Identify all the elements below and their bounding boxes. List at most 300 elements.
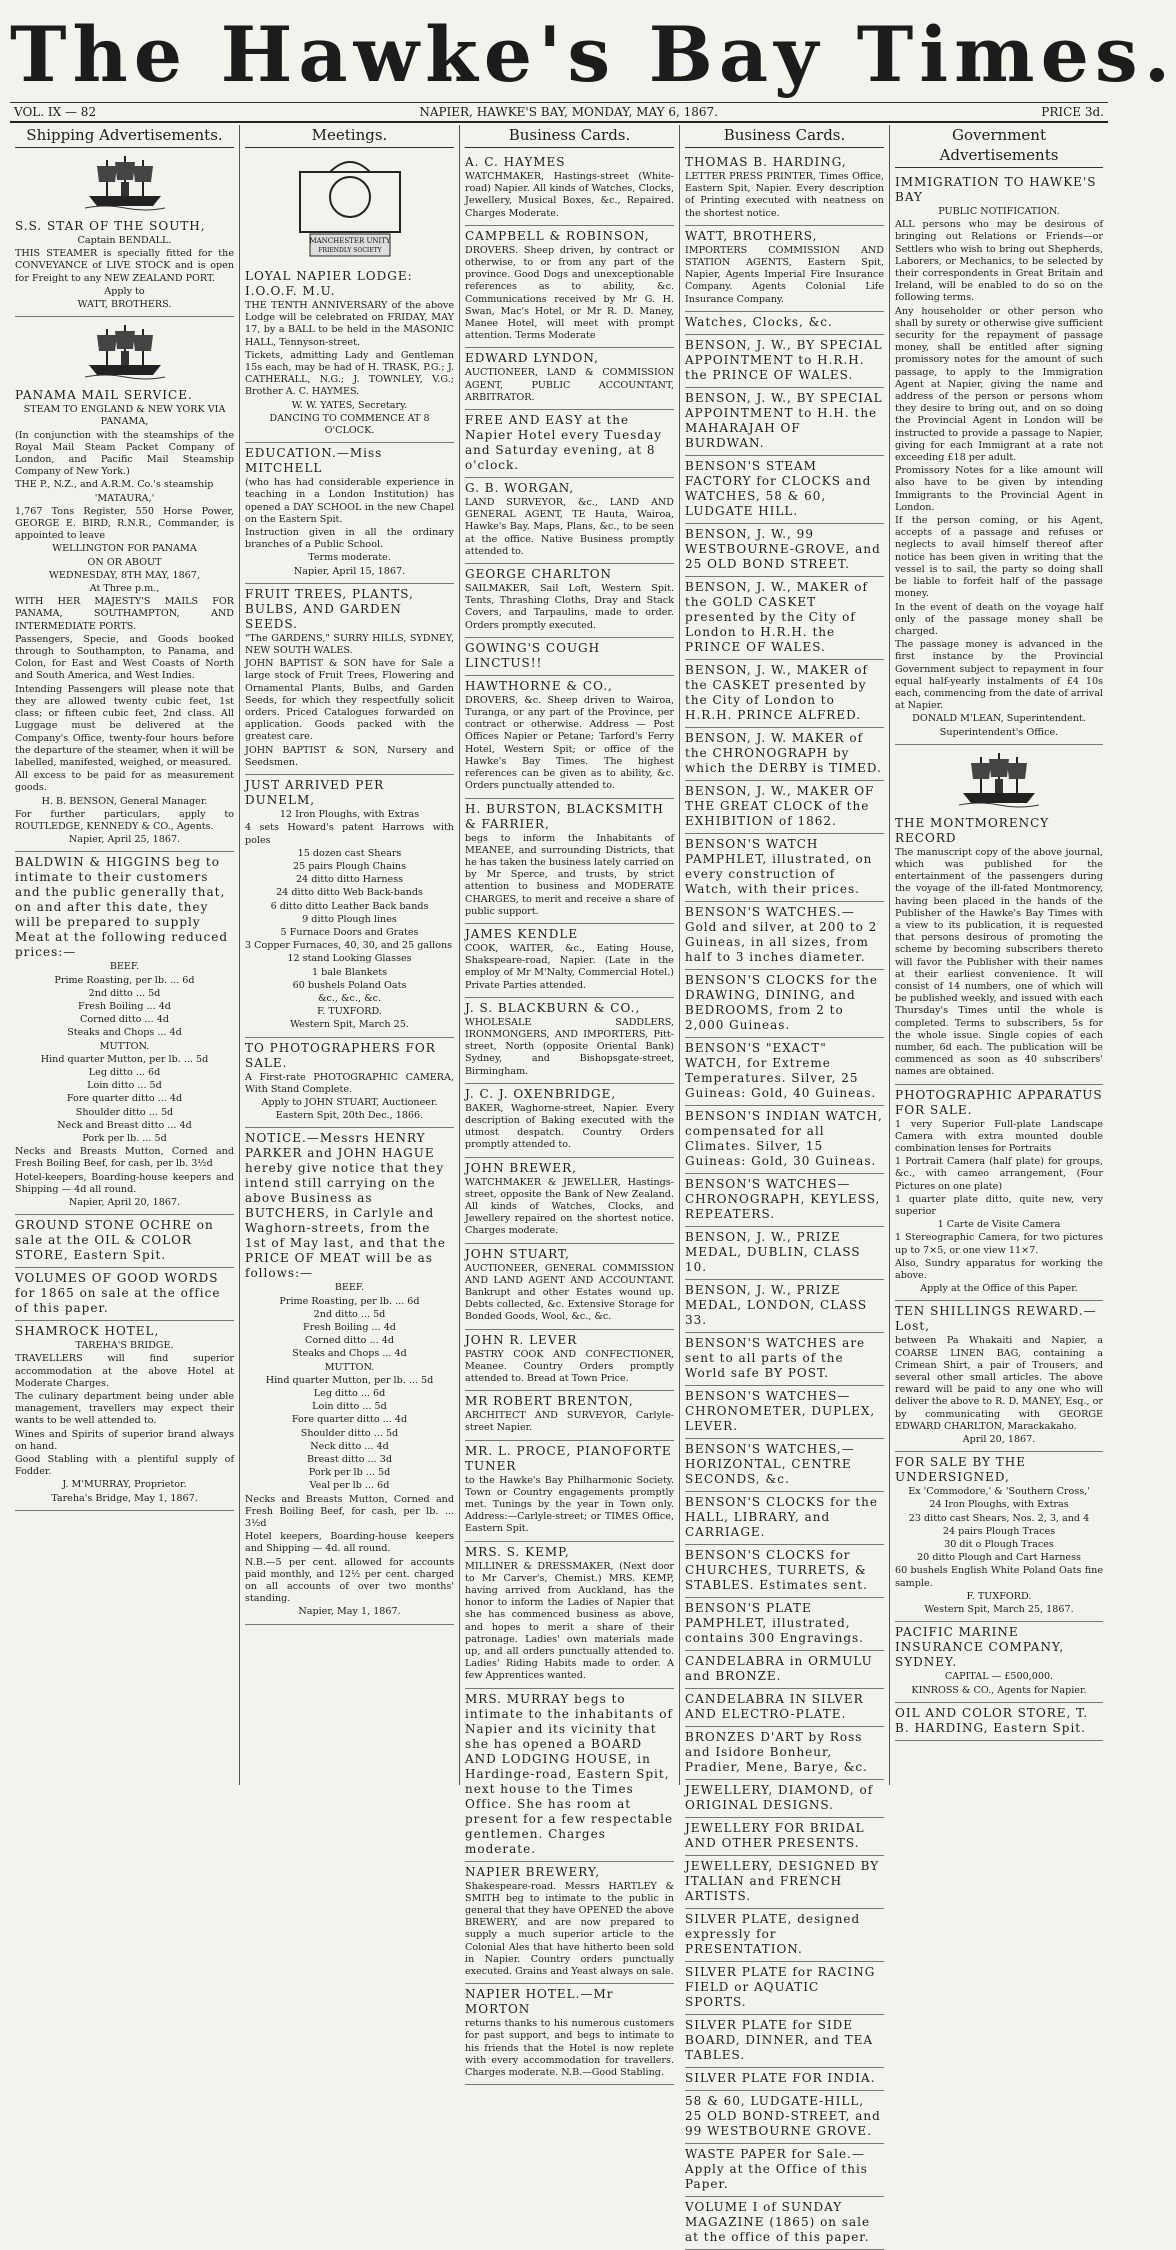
ad-line: PUBLIC NOTIFICATION.: [938, 206, 1060, 217]
ad-line: Passengers, Specie, and Goods booked through to Southampton, to Panama, and Colon, for East and West Coasts of North and South America, and West Indies.: [15, 633, 234, 682]
advertisement: [895, 1622, 1103, 1702]
ad-title: JOHN R. LEVER: [465, 1332, 578, 1347]
ad-title: FOR SALE BY THE UNDERSIGNED,: [895, 1455, 1027, 1485]
ad-line: 24 ditto ditto Harness: [295, 874, 404, 886]
ad-title: BENSON'S WATCH PAMPHLET, illustrated, on every construction of Watch, with their prices.: [685, 836, 873, 896]
ad-line: 30 dit o Plough Traces: [944, 1539, 1054, 1551]
advertisement: [685, 1439, 884, 1492]
ad-title: EDUCATION.—Miss MITCHELL: [245, 446, 383, 476]
ad-line: Corned ditto ... 4d: [80, 1014, 169, 1026]
ad-line: Loin ditto ... 5d: [87, 1080, 162, 1092]
ad-line: COOK, WAITER, &c., Eating House, Shakspeare-road, Napier. (Late in the employ of Mr M'Nalty, Commercial Hotel.) Private Parties attended.: [465, 942, 674, 991]
ad-line: All excess to be paid for as measurement goods.: [15, 770, 234, 794]
ad-title: J. S. BLACKBURN & CO.,: [465, 1000, 641, 1015]
ad-line: AUCTIONEER, GENERAL COMMISSION AND LAND AGENT AND ACCOUNTANT. Bankrupt and other Estates wound up. Debts collected, &c. Extensive Storage for Bonded Goods, Wool, &c., &c.: [465, 1262, 674, 1323]
ad-line: BAKER, Waghorne-street, Napier. Every description of Baking executed with the utmost despatch. Country Orders promptly attended to.: [465, 1102, 674, 1151]
column-1: [10, 125, 240, 1785]
ad-line: For further particulars, apply to ROUTLEDGE, KENNEDY & CO., Agents.: [15, 808, 234, 832]
advertisement: [685, 728, 884, 781]
ad-line: Eastern Spit, 20th Dec., 1866.: [275, 1110, 424, 1122]
ad-line: A First-rate PHOTOGRAPHIC CAMERA, With Stand Complete.: [245, 1071, 454, 1095]
ad-line: THE TENTH ANNIVERSARY of the above Lodge will be celebrated on FRIDAY, MAY 17, by a BALL to be held in the MASONIC HALL, Tennyson-street.: [245, 300, 454, 348]
ad-line: In the event of death on the voyage half only of the passage money shall be charged.: [895, 601, 1103, 637]
advertisement: [685, 2197, 884, 2250]
ad-line: H. B. BENSON, General Manager.: [41, 795, 208, 807]
ad-line: Napier, May 1, 1867.: [298, 1606, 401, 1618]
issue-date: NAPIER, HAWKE'S BAY, MONDAY, MAY 6, 1867.: [419, 105, 719, 119]
ad-line: ARCHITECT AND SURVEYOR, Carlyle-street Napier.: [465, 1410, 674, 1434]
ad-title: IMMIGRATION TO HAWKE'S BAY: [895, 175, 1097, 204]
advertisement: [895, 1703, 1103, 1741]
ad-line: 23 ditto cast Shears, Nos. 2, 3, and 4: [908, 1512, 1090, 1524]
advertisement: [465, 226, 674, 349]
ad-line: 24 Iron Ploughs, with Extras: [929, 1499, 1069, 1511]
ad-line: The culinary department being under able management, travellers may expect their wants to be well attended to.: [15, 1391, 234, 1427]
advertisement: [685, 781, 884, 834]
ad-line: Apply to JOHN STUART, Auctioneer.: [261, 1096, 438, 1108]
ad-line: Veal per lb ... 6d: [309, 1480, 390, 1492]
advertisement: [685, 1909, 884, 1962]
ad-line: Fresh Boiling ... 4d: [78, 1000, 171, 1012]
advertisement: [895, 1301, 1103, 1452]
ad-line: Leg ditto ... 6d: [88, 1066, 161, 1078]
advertisement: [245, 443, 454, 584]
ad-title: WASTE PAPER for Sale.—Apply at the Office of this Paper.: [685, 2146, 868, 2191]
ad-line: AUCTIONEER, LAND & COMMISSION AGENT, PUBLIC ACCOUNTANT, ARBITRATOR.: [465, 367, 674, 403]
ad-line: JOHN BAPTIST & SON have for Sale a large stock of Fruit Trees, Flowering and Ornamental Plants, Bulbs, and Garden Seeds, for which they respectfully solicit orders. Priced Catalogues forwarded on application. Goods packed with the greatest care.: [245, 658, 454, 743]
ad-line: Hind quarter Mutton, per lb. ... 5d: [265, 1374, 434, 1386]
advertisement: [245, 266, 454, 443]
advertisement: [15, 1268, 234, 1321]
ad-line: J. M'MURRAY, Proprietor.: [62, 1479, 187, 1491]
ad-line: WITH HER MAJESTY'S MAILS FOR PANAMA, SOUTHAMPTON, AND INTERMEDIATE PORTS.: [15, 596, 234, 632]
ad-line: Hotel-keepers, Boarding-house keepers and Shipping — 4d all round.: [15, 1171, 234, 1195]
advertisement: [685, 1856, 884, 1909]
ad-line: F. TUXFORD.: [966, 1590, 1032, 1602]
ad-title: CANDELABRA IN SILVER AND ELECTRO-PLATE.: [685, 1691, 864, 1721]
advertisement: [15, 1215, 234, 1268]
advertisement: [685, 1106, 884, 1174]
column-5: [890, 125, 1108, 1785]
ad-line: 1 quarter plate ditto, quite new, very superior: [895, 1193, 1103, 1218]
ad-title: JEWELLERY, DIAMOND, of ORIGINAL DESIGNS.: [685, 1782, 874, 1812]
ad-line: Hind quarter Mutton, per lb. ... 5d: [40, 1053, 209, 1065]
ad-title: BENSON, J. W., MAKER of the GOLD CASKET presented by the City of London to H.R.H. the PRINCE OF WALES.: [685, 579, 868, 654]
ad-line: 1 Portrait Camera (half plate) for groups, &c., with cameo arrangement, (Four Pictures on one plate): [895, 1156, 1103, 1192]
advertisement: [685, 1689, 884, 1727]
ad-line: MUTTON.: [324, 1361, 375, 1373]
ad-title: SHAMROCK HOTEL,: [15, 1324, 160, 1339]
ad-line: N.B.—5 per cent. allowed for accounts paid monthly, and 12½ per cent. charged on all accounts of over two months' standing.: [245, 1556, 454, 1605]
ad-title: A. C. HAYMES: [465, 155, 566, 169]
ad-line: Pork per lb. ... 5d: [82, 1132, 167, 1144]
ad-title: BENSON'S CLOCKS for CHURCHES, TURRETS, & STABLES. Estimates sent.: [685, 1547, 868, 1592]
ad-line: Neck ditto ... 4d: [310, 1440, 389, 1452]
column-heading: Meetings.: [245, 125, 454, 148]
ad-title: JEWELLERY FOR BRIDAL AND OTHER PRESENTS.: [685, 1820, 865, 1850]
ad-line: 24 ditto ditto Web Back-bands: [276, 887, 423, 899]
ad-line: Tareha's Bridge, May 1, 1867.: [51, 1492, 198, 1504]
ad-line: Intending Passengers will please note that they are allowed twenty cubic feet, 1st class; or fifteen cubic feet, 2nd class. All Luggage must be delivered at the Company's Office, twenty-four hours before the departure of the steamer, when it will be labelled, manifested, weighed, or measured.: [15, 683, 234, 768]
ad-line: between Pa Whakaiti and Napier, a COARSE LINEN BAG, containing a Crimean Shirt, a pair of Trousers, and several other small articles. The above reward will be paid to any one who will deliver the above to R. D. MANEY, Esq., or by communicating with GEORGE EDWARD CHARLTON, Marackakaho.: [895, 1335, 1103, 1432]
ad-title: BALDWIN & HIGGINS beg to intimate to their customers and the public generally that, on and after this date, they will be prepared to supply Meat at the following reduced prices:—: [15, 855, 229, 960]
advertisement: [685, 1818, 884, 1856]
ad-title: HAWTHORNE & CO.,: [465, 678, 613, 693]
ad-line: MUTTON.: [99, 1040, 150, 1052]
ad-line: 'MATAURA,': [94, 492, 155, 504]
ad-title: MR ROBERT BRENTON,: [465, 1394, 634, 1409]
ad-line: to the Hawke's Bay Philharmonic Society. Town or Country engagements promptly met. Tunings by the year in Town only. Address:—Carlyle-street; or TIMES Office, Eastern Spit.: [465, 1474, 674, 1535]
ad-title: BENSON, J. W., PRIZE MEDAL, DUBLIN, CLASS 10.: [685, 1229, 861, 1274]
ad-line: MILLINER & DRESSMAKER, (Next door to Mr Carver's, Chemist.) MRS. KEMP, having arrived from Auckland, has the honor to inform the Ladies of Napier that she has commenced business as above, and hopes to merit a share of their patronage. Ladies' own materials made up, and all orders punctually attended to. Ladies' Riding Habits made to order. A few Apprentices wanted.: [465, 1560, 674, 1682]
advertisement: [465, 152, 674, 226]
ad-line: WATT, BROTHERS.: [77, 299, 172, 311]
advertisement: [685, 660, 884, 728]
advertisement: [895, 1452, 1103, 1622]
ad-line: April 20, 1867.: [962, 1434, 1036, 1446]
ad-line: 15 dozen cast Shears: [297, 847, 402, 859]
advertisement: [465, 1084, 674, 1158]
ad-line: The passage money is advanced in the first instance by the Provincial Government subject to repayment in four equal half-yearly instalments of £4 10s each, commencing from the date of arrival at Napier.: [895, 639, 1103, 712]
advertisement: [465, 564, 674, 638]
ad-title: BENSON'S WATCHES—CHRONOGRAPH, KEYLESS, REPEATERS.: [685, 1176, 881, 1221]
column-3: [460, 125, 680, 2079]
ad-line: 24 pairs Plough Traces: [942, 1525, 1056, 1537]
ad-title: LOYAL NAPIER LODGE: I.O.O.F. M.U.: [245, 269, 413, 298]
ad-title: CANDELABRA in ORMULU and BRONZE.: [685, 1653, 873, 1683]
advertisement: [685, 1038, 884, 1106]
ad-line: At Three p.m.,: [89, 583, 160, 595]
advertisement: [685, 1780, 884, 1818]
ad-line: BEEF.: [334, 1282, 365, 1294]
ad-line: WEDNESDAY, 8TH MAY, 1867,: [49, 569, 200, 581]
advertisement: [895, 813, 1103, 1085]
advertisement: [15, 216, 234, 317]
ad-title: NOTICE.—Messrs HENRY PARKER and JOHN HAGUE hereby give notice that they intend still carrying on the above Business as BUTCHERS, in Carlyle and Waghorn-streets, from the 1st of May last, and that the PRICE OF MEAT will be as follows:—: [245, 1131, 446, 1281]
advertisement: [685, 1545, 884, 1598]
advertisement: [685, 1598, 884, 1651]
advertisement: [465, 1862, 674, 1985]
advertisement: [685, 1174, 884, 1227]
ad-line: Ex 'Commodore,' & 'Southern Cross,': [908, 1486, 1090, 1498]
ad-title: PHOTOGRAPHIC APPARATUS FOR SALE.: [895, 1087, 1103, 1117]
ad-line: "The GARDENS," SURRY HILLS, SYDNEY, NEW SOUTH WALES.: [245, 632, 454, 657]
ad-line: ON OR ABOUT: [87, 556, 162, 568]
ad-title: THOMAS B. HARDING,: [685, 155, 847, 169]
ad-title: VOLUME I of SUNDAY MAGAZINE (1865) on sale at the office of this paper.: [685, 2199, 871, 2244]
ad-line: TAREHA'S BRIDGE.: [75, 1340, 174, 1352]
ad-line: DROVERS. Sheep driven, by contract or otherwise, to or from any part of the province. Good Dogs and unexceptionable references as to ability, &c. Communications received by Mr G. H. Swan, Mac's Hotel, or Mr R. D. Maney, Manee Hotel, will meet with prompt attention. Terms Moderate: [465, 244, 674, 342]
advertisement: [685, 1962, 884, 2015]
advertisement: [685, 577, 884, 660]
ad-line: F. TUXFORD.: [317, 1006, 382, 1018]
ad-line: Captain BENDALL.: [77, 235, 172, 246]
ad-line: Necks and Breasts Mutton, Corned and Fresh Boiling Beef, for cash, per lb. ... 3½d: [245, 1493, 454, 1530]
column-4: [680, 125, 890, 2244]
advertisement: [465, 799, 674, 924]
ad-line: WATCHMAKER, Hastings-street (White-road) Napier. All kinds of Watches, Clocks, Jewellery, Musical Boxes, &c., Repaired. Charges Moderate.: [465, 171, 674, 219]
ad-line: Western Spit, March 25, 1867.: [924, 1604, 1074, 1616]
advertisement: [685, 335, 884, 388]
ad-title: GROUND STONE OCHRE on sale at the OIL & COLOR STORE, Eastern Spit.: [15, 1218, 214, 1263]
ad-line: Fresh Boiling ... 4d: [303, 1321, 396, 1333]
advertisement: [465, 1441, 674, 1542]
ad-line: Superintendent's Office.: [939, 726, 1059, 738]
advertisement: [685, 152, 884, 226]
ad-line: Breast ditto ... 3d: [306, 1454, 393, 1465]
advertisement: [685, 226, 884, 312]
ad-title: BENSON'S CLOCKS for the DRAWING, DINING, and BEDROOMS, from 2 to 2,000 Guineas.: [685, 972, 879, 1032]
ad-title: SILVER PLATE FOR INDIA.: [685, 2070, 876, 2085]
ad-title: NAPIER HOTEL.—Mr MORTON: [465, 1987, 614, 2017]
ad-title: SILVER PLATE, designed expressly for PRESENTATION.: [685, 1911, 861, 1956]
advertisement: [685, 2144, 884, 2197]
ad-title: BENSON, J. W., PRIZE MEDAL, LONDON, CLASS 33.: [685, 1282, 868, 1327]
ad-title: GOWING'S COUGH LINCTUS!!: [465, 640, 601, 670]
advertisement: [685, 1227, 884, 1280]
advertisement: [895, 1085, 1103, 1302]
advertisement: [465, 348, 674, 410]
ad-title: BENSON'S STEAM FACTORY for CLOCKS and WATCHES, 58 & 60, LUDGATE HILL.: [685, 458, 872, 518]
ad-line: Promissory Notes for a like amount will also have to be given by intending Immigrants to the Provincial Agent in London.: [895, 465, 1103, 513]
ad-line: Instruction given in all the ordinary branches of a Public School.: [245, 527, 454, 551]
ad-line: Apply to: [104, 285, 145, 297]
advertisement: [15, 852, 234, 1215]
ad-title: JOHN BREWER,: [465, 1160, 577, 1175]
ad-line: Tickets, admitting Lady and Gentleman 15s each, may be had of H. TRASK, P.G.; J. CATHERALL, N.G.; J. TOWNLEY, V.G.; Brother A. C. HAYMES.: [245, 349, 454, 398]
ad-line: Fore quarter ditto ... 4d: [291, 1414, 408, 1426]
ad-line: 25 pairs Plough Chains: [292, 860, 406, 872]
advertisement: [465, 998, 674, 1084]
ad-title: MRS. MURRAY begs to intimate to the inhabitants of Napier and its vicinity that she has opened a BOARD AND LODGING HOUSE, in Hardinge-road, Eastern Spit, next house to the Times Office. She has room at present for a few respectable gentlemen. Charges moderate.: [465, 1691, 674, 1856]
advertisement: [685, 1333, 884, 1386]
ad-line: 1,767 Tons Register, 550 Horse Power, GEORGE E. BIRD, R.N.R., Commander, is appointed to leave: [15, 505, 234, 542]
ad-title: JUST ARRIVED PER DUNELM,: [245, 778, 385, 808]
ad-title: TEN SHILLINGS REWARD.—Lost,: [895, 1304, 1097, 1334]
advertisement: [685, 970, 884, 1038]
ad-line: WATCHMAKER & JEWELLER, Hastings-street, opposite the Bank of New Zealand. All kinds of Watches, Clocks, and Jewellery repaired on the shortest notice. Charges moderate.: [465, 1176, 674, 1237]
ad-line: 2nd ditto ... 5d: [88, 987, 161, 999]
advertisement: [685, 524, 884, 577]
ad-line: Any householder or other person who shall by surety or otherwise give sufficient security for the repayment of passage money, shall be entitled after signing promissory notes for the amount of such passage, to apply to the Immigration Agent at Napier, giving the name and address of the person or persons whom they desire to bring out, and on so doing the Provincial Agent in London will be instructed to provide a passage to Napier, giving for each Immigrant at a rate not exceeding £18 per adult.: [895, 305, 1103, 464]
ad-title: WATT, BROTHERS,: [685, 228, 818, 243]
ad-title: BENSON, J. W., BY SPECIAL APPOINTMENT to H.H. the MAHARAJAH OF BURDWAN.: [685, 390, 883, 450]
ad-line: Terms moderate.: [308, 552, 391, 564]
advertisement: [465, 924, 674, 998]
ad-line: Steaks and Chops ... 4d: [67, 1027, 182, 1039]
ad-line: THIS STEAMER is specially fitted for the CONVEYANCE of LIVE STOCK and is open for Freight to any NEW ZEALAND PORT.: [15, 248, 234, 284]
ad-title: JEWELLERY, DESIGNED BY ITALIAN and FRENCH ARTISTS.: [685, 1858, 880, 1903]
advertisement: [15, 385, 234, 852]
ad-line: Prime Roasting, per lb. ... 6d: [54, 974, 195, 986]
advertisement: [685, 388, 884, 456]
ad-line: 60 bushels Poland Oats: [292, 979, 407, 991]
ad-title: BRONZES D'ART by Ross and Isidore Bonheur, Pradier, Mene, Barye, &c.: [685, 1729, 868, 1774]
ad-title: BENSON'S WATCHES.—Gold and silver, at 200 to 2 Guineas, in all sizes, from half to 3 inches diameter.: [685, 904, 878, 964]
advertisement: [465, 1542, 674, 1689]
ad-line: 1 Stereographic Camera, for two pictures up to 7×5, or one view 11×7.: [895, 1232, 1103, 1256]
advertisement: [245, 584, 454, 775]
ad-title: BENSON'S WATCHES—CHRONOMETER, DUPLEX, LEVER.: [685, 1388, 876, 1433]
ad-line: 12 Iron Ploughs, with Extras: [279, 809, 420, 821]
ad-line: 9 ditto Plough lines: [302, 913, 397, 925]
advertisement: [245, 1128, 454, 1624]
advertisement: [685, 1651, 884, 1689]
ad-line: Steaks and Chops ... 4d: [292, 1348, 407, 1360]
ad-line: begs to inform the Inhabitants of MEANEE, and surrounding Districts, that he has taken the business lately carried on by Mr Sperce, and trusts, by strict attention to business and MODERATE CHARGES, to merit and receive a share of public support.: [465, 832, 674, 917]
advertisement: [685, 2091, 884, 2144]
advertisement: [685, 1386, 884, 1439]
ad-line: If the person coming, or his Agent, accepts of a passage and refuses or neglects to avail himself thereof after notice has been given in writing that the vessel is to sail, the party so doing shall be liable to forfeit half of the passage money.: [895, 515, 1103, 600]
crest-subtext: FRIENDLY SOCIETY: [317, 247, 382, 254]
ad-line: Western Spit, March 25.: [290, 1019, 409, 1031]
ad-line: &c., &c., &c.: [317, 992, 382, 1004]
ad-line: Shoulder ditto ... 5d: [75, 1106, 174, 1118]
advertisement: [685, 2015, 884, 2068]
ad-title: BENSON, J. W., MAKER OF THE GREAT CLOCK of the EXHIBITION of 1862.: [685, 783, 875, 828]
ad-line: 5 Furnace Doors and Grates: [280, 926, 419, 938]
ad-title: BENSON, J. W., 99 WESTBOURNE-GROVE, and 25 OLD BOND STREET.: [685, 526, 881, 571]
advertisement: [685, 1280, 884, 1333]
ad-title: BENSON'S WATCHES are sent to all parts of the World safe BY POST.: [685, 1335, 866, 1380]
advertisement: [15, 1321, 234, 1511]
ad-title: 58 & 60, LUDGATE-HILL, 25 OLD BOND-STREET, and 99 WESTBOURNE GROVE.: [685, 2093, 881, 2138]
dateline: [10, 102, 1108, 123]
advertisement: [685, 1492, 884, 1545]
ad-line: 20 ditto Plough and Cart Harness: [917, 1552, 1081, 1564]
ad-title: G. B. WORGAN,: [465, 481, 575, 496]
ad-line: JOHN BAPTIST & SON, Nursery and Seedsmen.: [245, 744, 454, 768]
ad-line: Good Stabling with a plentiful supply of Fodder.: [15, 1454, 234, 1478]
ad-title: NAPIER BREWERY,: [465, 1864, 601, 1879]
ad-title: Watches, Clocks, &c.: [685, 314, 833, 329]
ad-line: Shoulder ditto ... 5d: [300, 1427, 399, 1439]
ad-line: STEAM TO ENGLAND & NEW YORK VIA PANAMA,: [23, 404, 226, 428]
ad-line: DROVERS, &c. Sheep driven to Wairoa, Turanga, or any part of the Province, per contract or otherwise. Address — Post Offices Napier or Petane; Tarford's Ferry Hotel, Western Spit; or office of the Hawke's Bay Times. The highest references can be given as to ability, &c. Orders punctually attended to.: [465, 694, 674, 792]
ad-title: JOHN STUART,: [465, 1246, 570, 1261]
ad-line: BEEF.: [109, 961, 140, 973]
advertisement: [465, 676, 674, 799]
advertisement: [465, 1689, 674, 1862]
advertisement: [465, 638, 674, 676]
ad-title: J. C. J. OXENBRIDGE,: [465, 1086, 617, 1101]
ad-title: CAMPBELL & ROBINSON,: [465, 228, 650, 243]
ad-title: FREE AND EASY at the Napier Hotel every Tuesday and Saturday evening, at 8 o'clock.: [465, 413, 663, 473]
ad-title: SILVER PLATE for RACING FIELD or AQUATIC SPORTS.: [685, 1964, 876, 2009]
ad-title: BENSON'S CLOCKS for the HALL, LIBRARY, and CARRIAGE.: [685, 1494, 879, 1539]
advertisement: [465, 410, 674, 478]
ad-line: Also, Sundry apparatus for working the above.: [895, 1257, 1103, 1282]
ad-line: Apply at the Office of this Paper.: [920, 1283, 1078, 1295]
ad-line: Prime Roasting, per lb. ... 6d: [279, 1295, 420, 1307]
advertisement: [895, 172, 1103, 745]
ad-line: Napier, April 25, 1867.: [68, 834, 181, 846]
ad-title: MR. L. PROCE, PIANOFORTE TUNER: [465, 1443, 672, 1473]
ad-title: S.S. STAR OF THE SOUTH,: [15, 219, 206, 233]
ad-line: Napier, April 20, 1867.: [68, 1196, 181, 1208]
ad-title: JAMES KENDLE: [465, 926, 579, 941]
ad-title: EDWARD LYNDON,: [465, 351, 599, 366]
ad-line: Wines and Spirits of superior brand always on hand.: [15, 1428, 234, 1452]
ad-line: WHOLESALE SADDLERS, IRONMONGERS, AND IMPORTERS, Pitt-street, North (opposite Oriental Bank) Sydney, and Bishopsgate-street, Birmingham.: [465, 1016, 674, 1077]
ad-line: Pork per lb ... 5d: [308, 1467, 391, 1479]
ad-line: 1 bale Blankets: [311, 966, 388, 978]
volume-number: VOL. IX — 82: [14, 105, 97, 119]
crest-text: MANCHESTER UNITY: [308, 237, 391, 245]
column-heading: Government Advertisements: [895, 125, 1103, 168]
ad-line: 3 Copper Furnaces, 40, 30, and 25 gallons: [245, 940, 453, 952]
ad-line: PASTRY COOK AND CONFECTIONER, Meanee. Country Orders promptly attended to. Bread at Town Price.: [465, 1348, 674, 1384]
ad-line: 4 sets Howard's patent Harrows with poles: [245, 822, 454, 846]
ad-line: KINROSS & CO., Agents for Napier.: [911, 1684, 1087, 1696]
ad-title: TO PHOTOGRAPHERS FOR SALE.: [245, 1040, 436, 1070]
ad-line: (who has had considerable experience in teaching in a London Institution) has opened a DAY SCHOOL in the new Chapel on the Eastern Spit.: [245, 477, 454, 525]
ad-line: LETTER PRESS PRINTER, Times Office, Eastern Spit, Napier. Every description of Printing executed with neatness on the shortest notice.: [685, 171, 884, 219]
steamship-icon: [85, 321, 165, 381]
steamship-icon: [85, 152, 165, 212]
ad-title: BENSON'S PLATE PAMPHLET, illustrated, contains 300 Engravings.: [685, 1600, 864, 1645]
ad-title: BENSON, J. W., MAKER of the CASKET presented by the City of London to H.R.H. PRINCE ALFRED.: [685, 662, 868, 722]
ad-line: IMPORTERS COMMISSION AND STATION AGENTS, Eastern Spit, Napier, Agents Imperial Fire Insurance Company. Agents Colonial Life Insurance Company.: [685, 244, 884, 305]
ad-title: GEORGE CHARLTON: [465, 567, 613, 582]
ad-title: BENSON'S INDIAN WATCH, compensated for all Climates. Silver, 15 Guineas: Gold, 30 Guineas.: [685, 1108, 883, 1168]
ad-line: (In conjunction with the steamships of the Royal Mail Steam Packet Company of London, and Pacific Mail Steamship Company of New York.): [15, 429, 234, 478]
ad-title: BENSON, J. W., BY SPECIAL APPOINTMENT to H.R.H. the PRINCE OF WALES.: [685, 337, 883, 382]
advertisement: [685, 312, 884, 335]
sailing-ship-icon: [959, 749, 1039, 809]
ad-title: VOLUMES OF GOOD WORDS for 1865 on sale at the office of this paper.: [15, 1271, 221, 1316]
masthead-title: The Hawke's Bay Times.: [10, 10, 1176, 99]
advertisement: [685, 2068, 884, 2091]
advertisement: [465, 1391, 674, 1440]
ad-title: BENSON, J. W. MAKER of the CHRONOGRAPH by which the DERBY is TIMED.: [685, 730, 882, 775]
ad-line: ALL persons who may be desirous of bringing out Relations or Friends—or Settlers who wish to bring out Shepherds, Laborers, or Mechanics, to be selected by their correspondents in Great Britain and Ireland, will be enabled to do so on the following terms.: [895, 219, 1103, 304]
ad-line: 12 stand Looking Glasses: [287, 953, 412, 965]
ad-line: DONALD M'LEAN, Superintendent.: [912, 713, 1086, 725]
ad-title: MRS. S. KEMP,: [465, 1544, 570, 1559]
ad-title: BENSON'S WATCHES,—HORIZONTAL, CENTRE SECONDS, &c.: [685, 1441, 855, 1486]
advertisement: [685, 1727, 884, 1780]
ad-line: 1 very Superior Full-plate Landscape Camera with extra mounted double combination lenses for Portraits: [895, 1118, 1103, 1154]
advertisement: [685, 902, 884, 970]
column-heading: Business Cards.: [685, 125, 884, 148]
ad-line: 2nd ditto ... 5d: [313, 1308, 386, 1320]
column-heading: Shipping Advertisements.: [15, 125, 234, 148]
advertisement: [465, 1330, 674, 1392]
ad-line: THE P., N.Z., and A.R.M. Co.'s steamship: [15, 479, 214, 491]
ad-line: Hotel keepers, Boarding-house keepers and Shipping — 4d. all round.: [245, 1531, 454, 1555]
ad-line: SAILMAKER, Sail Loft, Western Spit. Tents, Thrashing Cloths, Dray and Stack Covers, and Tarpaulins, made to order. Orders promptly executed.: [465, 583, 674, 631]
ad-title: BENSON'S "EXACT" WATCH, for Extreme Temperatures. Silver, 25 Guineas: Gold, 40 Guineas.: [685, 1040, 877, 1100]
ad-line: Necks and Breasts Mutton, Corned and Fresh Boiling Beef, for cash, per lb. 3½d: [15, 1146, 234, 1170]
ad-line: Shakespeare-road. Messrs HARTLEY & SMITH beg to intimate to the public in general that they have OPENED the above BREWERY, and are now prepared to supply a much superior article to the Colonial Ales that have hitherto been sold in Napier. Country orders punctually executed. Grains and Yeast always on sale.: [465, 1880, 674, 1978]
ad-title: SILVER PLATE for SIDE BOARD, DINNER, and TEA TABLES.: [685, 2017, 873, 2062]
ad-line: DANCING TO COMMENCE AT 8 O'CLOCK.: [269, 412, 430, 437]
ad-line: returns thanks to his numerous customers for past support, and begs to intimate to his friends that the Hotel is now replete with every accommodation for travellers. Charges moderate. N.B.—Good Stabling.: [465, 2018, 674, 2079]
advertisement: [465, 1158, 674, 1244]
ad-title: FRUIT TREES, PLANTS, BULBS, AND GARDEN SEEDS.: [245, 586, 414, 631]
ad-line: WELLINGTON FOR PANAMA: [52, 543, 197, 555]
column-2: [240, 125, 460, 1785]
advertisement: [465, 478, 674, 564]
oddfellows-crest-icon: [280, 152, 420, 262]
ad-line: Loin ditto ... 5d: [312, 1401, 387, 1413]
ad-title: PACIFIC MARINE INSURANCE COMPANY, SYDNEY.: [895, 1625, 1065, 1670]
columns: [10, 125, 1108, 2244]
ad-line: Corned ditto ... 4d: [305, 1335, 394, 1347]
advertisement: [465, 1244, 674, 1330]
advertisement: [465, 1984, 674, 2085]
